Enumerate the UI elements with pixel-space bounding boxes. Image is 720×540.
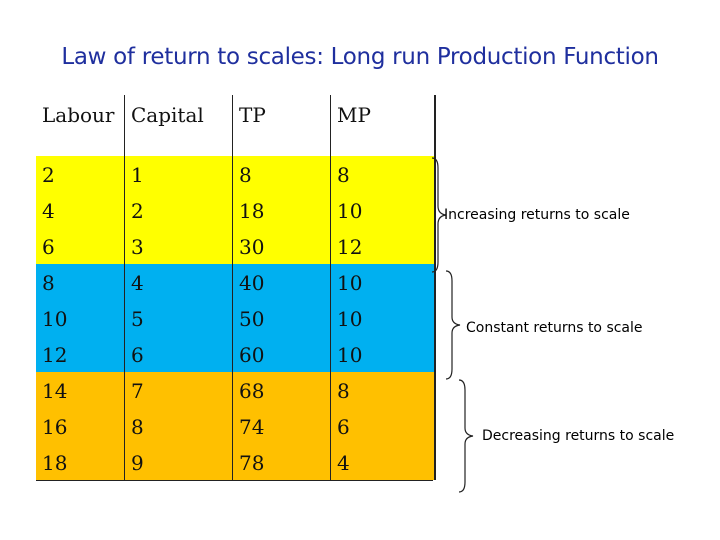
- cell-mp: [330, 300, 436, 336]
- table-row: [36, 228, 435, 264]
- cell-value: 8: [337, 163, 350, 187]
- cell-value: 6: [131, 343, 144, 367]
- cell-value: 2: [42, 163, 55, 187]
- cell-value: 50: [239, 307, 265, 331]
- cell-tp: [232, 192, 331, 228]
- cell-value: 10: [337, 307, 363, 331]
- table-row: [36, 264, 435, 300]
- cell-capital: [124, 264, 233, 300]
- cell-capital: [124, 300, 233, 336]
- table-row: [36, 336, 435, 372]
- cell-value: 10: [42, 307, 68, 331]
- header-cell-labour: [36, 95, 124, 156]
- cell-value: 30: [239, 235, 265, 259]
- cell-tp: [232, 300, 331, 336]
- cell-tp: [232, 372, 331, 408]
- cell-tp: [232, 444, 331, 480]
- cell-value: 8: [131, 415, 144, 439]
- brace-decreasing: [455, 378, 477, 494]
- cell-value: 14: [42, 379, 68, 403]
- cell-labour: [36, 300, 124, 336]
- cell-capital: [124, 192, 233, 228]
- header-label: MP: [337, 103, 371, 127]
- slide-title: Law of return to scales: Long run Production Function: [61, 44, 659, 70]
- cell-value: 9: [131, 451, 144, 475]
- cell-capital: [124, 444, 233, 480]
- label-constant: Constant returns to scale: [466, 320, 643, 336]
- cell-value: 16: [42, 415, 68, 439]
- cell-labour: [36, 192, 124, 228]
- cell-value: 7: [131, 379, 144, 403]
- cell-value: 60: [239, 343, 265, 367]
- cell-value: 78: [239, 451, 265, 475]
- brace-constant: [442, 269, 464, 381]
- table-row: [36, 372, 435, 408]
- cell-mp: [330, 192, 436, 228]
- cell-value: 6: [42, 235, 55, 259]
- cell-value: 5: [131, 307, 144, 331]
- table-row: [36, 444, 435, 480]
- cell-value: 4: [42, 199, 55, 223]
- cell-mp: [330, 408, 436, 444]
- cell-tp: [232, 408, 331, 444]
- cell-mp: [330, 264, 436, 300]
- cell-value: 8: [337, 379, 350, 403]
- cell-capital: [124, 408, 233, 444]
- cell-value: 10: [337, 271, 363, 295]
- label-increasing: Increasing returns to scale: [444, 207, 630, 223]
- table-header-row: [36, 95, 435, 156]
- table-row: [36, 300, 435, 336]
- header-label: Labour: [42, 103, 115, 127]
- label-decreasing: Decreasing returns to scale: [482, 428, 675, 444]
- cell-labour: [36, 228, 124, 264]
- cell-mp: [330, 336, 436, 372]
- cell-labour: [36, 444, 124, 480]
- cell-value: 4: [131, 271, 144, 295]
- header-cell-capital: [124, 95, 233, 156]
- cell-labour: [36, 336, 124, 372]
- cell-labour: [36, 156, 124, 192]
- cell-value: 68: [239, 379, 265, 403]
- cell-tp: [232, 336, 331, 372]
- cell-tp: [232, 228, 331, 264]
- cell-labour: [36, 372, 124, 408]
- table-row: [36, 156, 435, 192]
- cell-value: 3: [131, 235, 144, 259]
- cell-tp: [232, 264, 331, 300]
- cell-mp: [330, 444, 436, 480]
- production-table: [36, 95, 435, 480]
- cell-value: 40: [239, 271, 265, 295]
- cell-value: 12: [337, 235, 363, 259]
- cell-value: 18: [239, 199, 265, 223]
- cell-labour: [36, 264, 124, 300]
- table-row: [36, 408, 435, 444]
- cell-value: 10: [337, 343, 363, 367]
- cell-value: 74: [239, 415, 265, 439]
- header-label: Capital: [131, 103, 204, 127]
- cell-value: 8: [239, 163, 252, 187]
- table-bottom-border: [36, 480, 433, 481]
- cell-capital: [124, 156, 233, 192]
- cell-labour: [36, 408, 124, 444]
- header-label: TP: [239, 103, 266, 127]
- cell-mp: [330, 228, 436, 264]
- header-cell-tp: [232, 95, 331, 156]
- cell-tp: [232, 156, 331, 192]
- cell-value: 4: [337, 451, 350, 475]
- cell-value: 2: [131, 199, 144, 223]
- header-cell-mp: [330, 95, 436, 156]
- cell-value: 18: [42, 451, 68, 475]
- cell-value: 12: [42, 343, 68, 367]
- cell-capital: [124, 228, 233, 264]
- cell-capital: [124, 372, 233, 408]
- table-row: [36, 192, 435, 228]
- cell-value: 6: [337, 415, 350, 439]
- cell-capital: [124, 336, 233, 372]
- cell-value: 8: [42, 271, 55, 295]
- cell-mp: [330, 372, 436, 408]
- cell-value: 1: [131, 163, 144, 187]
- cell-value: 10: [337, 199, 363, 223]
- cell-mp: [330, 156, 436, 192]
